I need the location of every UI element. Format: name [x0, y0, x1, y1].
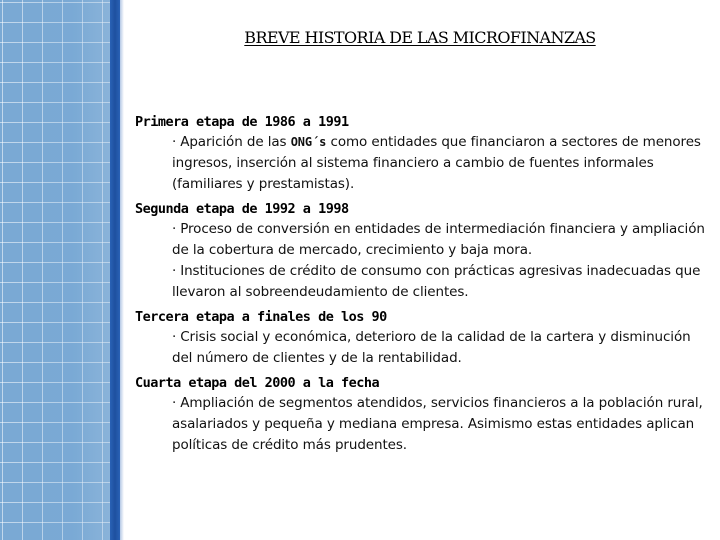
bullet-text-pre: Aparición de las — [180, 134, 291, 150]
bullet-icon: · — [172, 263, 177, 279]
bullet-text: Instituciones de crédito de consumo con prácticas agresivas inadecuadas que llevaron al sobreendeudamiento de clientes. — [172, 263, 701, 300]
bullet-text: Ampliación de segmentos atendidos, servicios financieros a la población rural, asalariados y pequeña y mediana empresa. Asimismo estas entidades aplican políticas de crédito más prudentes. — [172, 395, 703, 453]
section-heading: Tercera etapa a finales de los 90 — [135, 309, 387, 325]
bullet-item — [172, 132, 705, 195]
bullet-abbr: ONG´s — [290, 135, 327, 149]
slide-title: BREVE HISTORIA DE LAS MICROFINANZAS — [244, 28, 596, 47]
sidebar-edge-glow — [120, 0, 124, 540]
bullet-item — [172, 219, 705, 261]
bullet-item — [172, 261, 705, 303]
sidebar-edge-line — [110, 0, 120, 540]
bullet-item — [172, 393, 705, 456]
bullet-icon: · — [172, 221, 177, 237]
bullet-icon: · — [172, 134, 177, 150]
bullet-text: Proceso de conversión en entidades de intermediación financiera y ampliación de la cobertura de mercado, crecimiento y baja mora. — [172, 221, 705, 258]
section-segunda-etapa — [135, 199, 705, 303]
bullet-text: Crisis social y económica, deterioro de la calidad de la cartera y disminución del número de clientes y de la rentabilidad. — [172, 329, 691, 366]
sidebar-fade — [0, 0, 120, 540]
bullet-text-post: como entidades que financiaron a sectores de menores ingresos, inserción al sistema financiero a cambio de fuentes informales (familiares y prestamistas). — [172, 134, 701, 192]
bullet-icon: · — [172, 395, 177, 411]
section-heading: Cuarta etapa del 2000 a la fecha — [135, 375, 380, 391]
bullet-icon: · — [172, 329, 177, 345]
section-tercera-etapa — [135, 307, 705, 369]
section-primera-etapa — [135, 112, 705, 195]
slide-content — [135, 112, 705, 460]
bullet-item — [172, 327, 705, 369]
section-heading: Primera etapa de 1986 a 1991 — [135, 114, 349, 130]
section-heading: Segunda etapa de 1992 a 1998 — [135, 201, 349, 217]
section-cuarta-etapa — [135, 373, 705, 456]
